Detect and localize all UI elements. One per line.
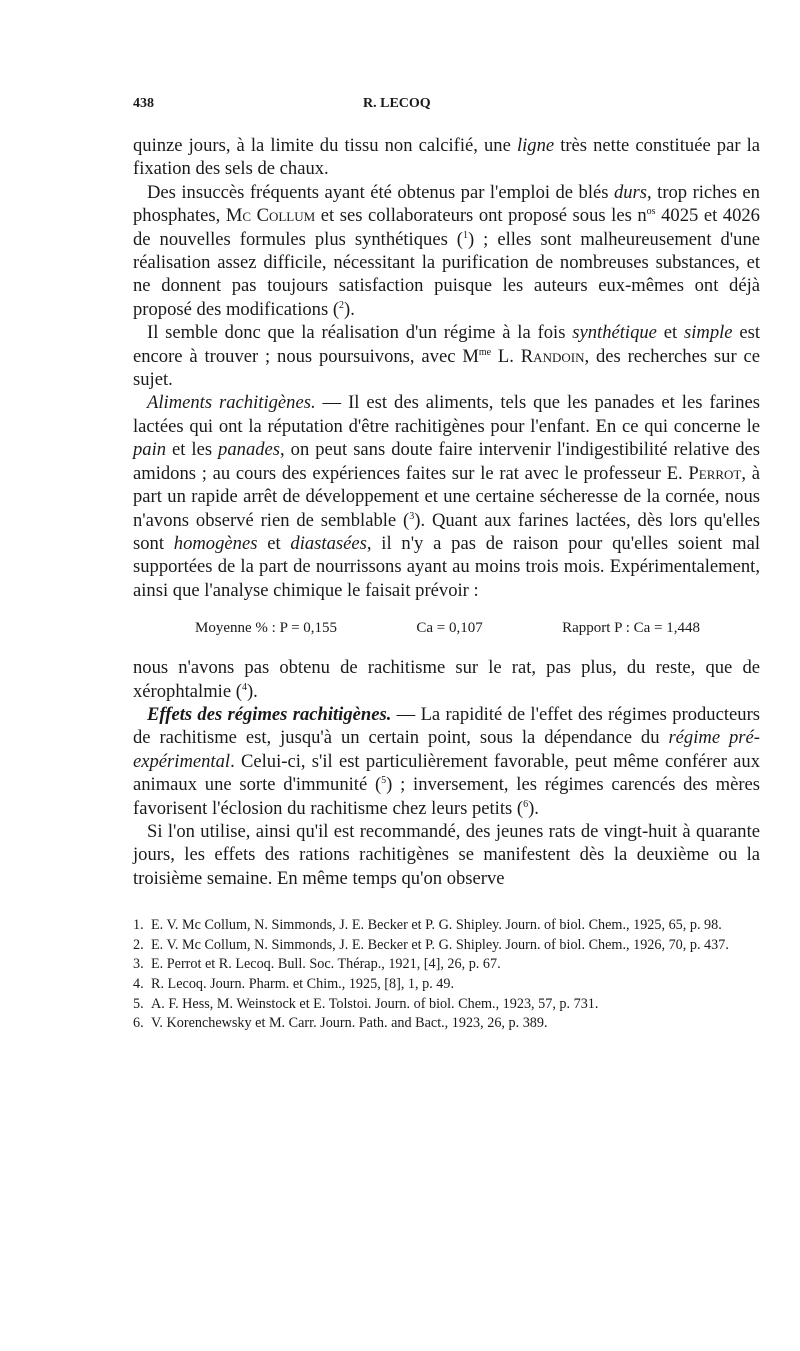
author-name: Perrot bbox=[688, 462, 742, 484]
footnote-number: 2. bbox=[133, 936, 144, 953]
italic-run: synthétique bbox=[572, 322, 657, 344]
footnote-text: R. Lecoq. Journ. Pharm. et Chim., 1925, [8], 1, p. 49. bbox=[151, 975, 455, 992]
paragraph-6 bbox=[133, 703, 760, 820]
footnote-text: A. F. Hess, M. Weinstock et E. Tolstoi. Journ. of biol. Chem., 1923, 57, p. 731. bbox=[151, 995, 599, 1012]
footnote-number: 1. bbox=[133, 917, 144, 934]
text-run: 4025 et 4026 de nouvelles formules plus synthétiques ( bbox=[133, 205, 760, 250]
footnote-ref[interactable]: 2 bbox=[339, 299, 345, 311]
text-run: ). Quant aux farines lactées, dès lors qu'elles sont bbox=[133, 509, 760, 554]
text-run: ) ; inversement, les régimes carencés des mères favorisent l'éclosion du rachitisme chez leurs petits ( bbox=[133, 774, 761, 819]
text-run: ). bbox=[528, 797, 539, 819]
paragraph-4 bbox=[133, 391, 760, 602]
footnote bbox=[133, 936, 760, 956]
paragraph-2 bbox=[133, 181, 760, 321]
text-run: et bbox=[257, 532, 291, 554]
text-run: très nette constituée par la fixation des sels de chaux. bbox=[133, 135, 760, 180]
footnote-number: 3. bbox=[133, 956, 144, 973]
running-header bbox=[133, 96, 760, 120]
italic-run: homogènes bbox=[173, 532, 258, 554]
footnote-number: 5. bbox=[133, 995, 144, 1012]
italic-run: simple bbox=[683, 322, 733, 344]
text-run: Il semble donc que la réalisation d'un régime à la fois bbox=[147, 322, 573, 344]
footnote bbox=[133, 1014, 760, 1034]
footnote-ref[interactable]: 3 bbox=[409, 510, 415, 522]
text-run: . Celui-ci, s'il est particulièrement favorable, peut même conférer aux animaux une sorte d'immunité ( bbox=[133, 750, 760, 796]
italic-run: panades bbox=[218, 439, 281, 461]
author-name: Randoin bbox=[520, 345, 585, 367]
formula-line bbox=[195, 618, 700, 638]
footnote-ref[interactable]: 5 bbox=[381, 774, 387, 786]
text-run: — La rapidité de l'effet des régimes producteurs de rachitisme est, jusqu'à un certain point, sous la dépendance du bbox=[133, 703, 760, 749]
italic-run: pain bbox=[133, 439, 167, 461]
text-run: , trop riches en phosphates, bbox=[133, 181, 760, 227]
page-number: 438 bbox=[133, 96, 154, 111]
footnote-text: E. Perrot et R. Lecoq. Bull. Soc. Thérap., 1921, [4], 26, p. 67. bbox=[151, 956, 501, 973]
text-run: quinze jours, à la limite du tissu non calcifié, une bbox=[133, 135, 517, 156]
text-run: ). bbox=[344, 298, 355, 320]
footnotes bbox=[133, 916, 760, 1034]
text-run: Des insuccès fréquents ayant été obtenus par l'emploi de blés bbox=[147, 181, 614, 203]
author-name: Mc Collum bbox=[225, 205, 316, 227]
text-run: , il n'y a pas de raison pour qu'elles soient mal supportées de la part de nourrissons ayant au moins trois mois. Expérimentalement, ainsi que l'analyse chimique le faisait prévoir : bbox=[133, 532, 760, 601]
footnote bbox=[133, 916, 760, 936]
footnote-ref[interactable]: 1 bbox=[463, 229, 468, 241]
text-run: et bbox=[656, 322, 684, 344]
text-run: et les bbox=[166, 439, 219, 461]
italic-run: régime pré-expérimental bbox=[133, 727, 760, 772]
italic-run: durs bbox=[613, 181, 648, 203]
section-heading: Effets des régimes rachitigènes. bbox=[147, 703, 392, 725]
text-run: et ses collaborateurs ont proposé sous les n bbox=[315, 205, 647, 227]
paragraph-5 bbox=[133, 656, 760, 703]
text-run: L. bbox=[491, 345, 521, 367]
text-run: est encore à trouver ; nous poursuivons, avec M bbox=[133, 322, 760, 367]
formula-ca: Ca = 0,107 bbox=[416, 620, 483, 637]
text-run: nous n'avons pas obtenu de rachitisme sur le rat, pas plus, du reste, que de xérophtalmie ( bbox=[133, 657, 760, 702]
formula-mean: Moyenne % : P = 0,155 bbox=[195, 620, 338, 637]
footnote bbox=[133, 995, 760, 1015]
superscript: me bbox=[478, 346, 492, 358]
italic-run: diastasées bbox=[290, 532, 367, 554]
footnote-text: E. V. Mc Collum, N. Simmonds, J. E. Becker et P. G. Shipley. Journ. of biol. Chem., 1926, 70, p. 437. bbox=[151, 936, 729, 953]
text-run: — Il est des aliments, tels que les panades et les farines lactées qui ont la réputation d'être rachitigènes pour l'enfant. En ce qui concerne le bbox=[133, 392, 760, 437]
footnote-ref[interactable]: 4 bbox=[241, 681, 247, 693]
text-run: , à part un rapide arrêt de développement et une certaine sécheresse de la cornée, nous n'avons observé rien de semblable ( bbox=[133, 462, 760, 531]
paragraph-1 bbox=[133, 134, 760, 181]
page bbox=[133, 96, 760, 1034]
footnote-text: E. V. Mc Collum, N. Simmonds, J. E. Becker et P. G. Shipley. Journ. of biol. Chem., 1925, 65, p. 98. bbox=[151, 917, 722, 934]
footnote-number: 4. bbox=[133, 975, 144, 992]
footnote-number: 6. bbox=[133, 1015, 144, 1032]
paragraph-3 bbox=[133, 321, 760, 391]
italic-run: ligne bbox=[516, 135, 555, 156]
text-run: ). bbox=[246, 680, 258, 702]
superscript: os bbox=[646, 206, 656, 218]
text-run: ) ; elles sont malheureusement d'une réalisation assez difficile, nécessitant la purification de nombreuses substances, et ne donnent pas toujours satisfaction puisque les auteurs eux-mêmes ont déjà proposé des modifications ( bbox=[133, 228, 760, 320]
running-title: R. LECOQ bbox=[363, 96, 431, 111]
text-run: , on peut sans doute faire intervenir l'indigestibilité relative des amidons ; au cours des expériences faites sur le rat avec le professeur E. bbox=[133, 439, 760, 484]
footnote bbox=[133, 975, 760, 995]
body-text bbox=[133, 134, 760, 890]
footnote-text: V. Korenchewsky et M. Carr. Journ. Path. and Bact., 1923, 26, p. 389. bbox=[151, 1015, 548, 1032]
paragraph-7: Si l'on utilise, ainsi qu'il est recommandé, des jeunes rats de vingt-huit à quarante jours, les effets des rations rachitigènes se manifestent dès la deuxième ou la troisième semaine. En même temps qu'on observe bbox=[133, 820, 760, 889]
footnote-ref[interactable]: 6 bbox=[523, 798, 529, 810]
formula-ratio: Rapport P : Ca = 1,448 bbox=[562, 620, 700, 637]
text-run: , des recherches sur ce sujet. bbox=[133, 345, 760, 391]
section-heading: Aliments rachitigènes. bbox=[147, 392, 316, 414]
footnote bbox=[133, 955, 760, 975]
